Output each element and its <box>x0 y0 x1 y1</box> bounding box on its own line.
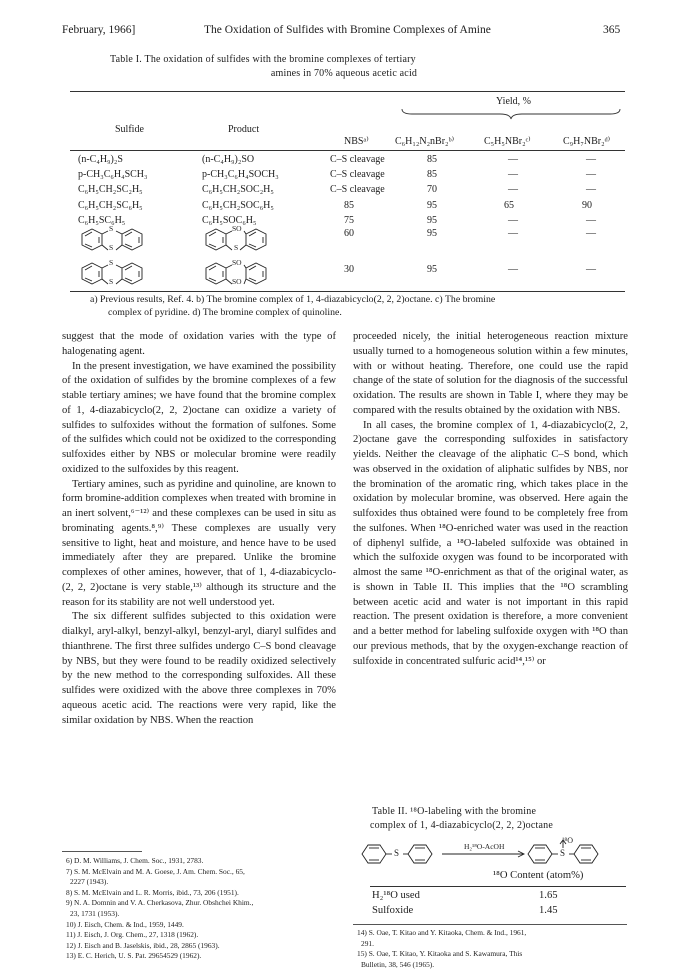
thianthrene-s-bottom: S <box>109 277 114 286</box>
table-cell-nbs: C–S cleavage <box>330 169 385 181</box>
footnote: 15) S. Oae, T. Kitao, Y. Kitaoka and S. Kawamura, This <box>357 949 523 959</box>
footnote: 8) S. M. McElvain and L. R. Morris, ibid., 73, 206 (1951). <box>66 887 239 897</box>
table-cell-sulfide: (n-C₄H₉)₂S <box>78 154 123 165</box>
table-1-caption-cont: amines in 70% aqueous acetic acid <box>270 68 418 79</box>
table-2-caption-cont: complex of 1, 4-diazabicyclo(2, 2, 2)octane <box>370 820 553 831</box>
table-cell-nbs: C–S cleavage <box>330 184 385 196</box>
scheme-sulfur-left: S <box>394 848 400 858</box>
right-column-text <box>353 330 628 669</box>
paragraph: The six different sulfides subjected to this oxidation were dialkyl, aryl-alkyl, benzyl-alkyl, benzyl-aryl, diaryl sulfides and thianthrene. The first three sulfides undergo C–S bond cleavage by NBS, but they were found to be readily oxidized selectively by the new method to the corresponding sulfoxides. All these sulfides were oxidized with the above three complexes in 70% aqueous acetic acid. The reactions were very rapid, like the similar oxidation by NBS. When the reaction <box>62 611 336 726</box>
table-cell-pyridine: — <box>508 184 518 196</box>
table-2-col-header: ¹⁸O Content (atom%) <box>493 870 584 881</box>
scheme-reagent: H₂¹⁸O-AcOH <box>464 842 505 851</box>
table-cell-dabco: 85 <box>427 169 437 181</box>
footnote: 291. <box>361 938 374 948</box>
table-2-rule <box>370 886 626 887</box>
table-cell-product: C₆H₅SOC₆H₅ <box>202 214 257 226</box>
table-cell-quinoline: 90 <box>582 199 592 211</box>
table-1-header-rule <box>70 150 625 151</box>
table-cell-value: 1.45 <box>539 905 558 916</box>
thianthrene-dioxide-so-top: SO <box>232 258 242 267</box>
paragraph: Tertiary amines, such as pyridine and quinoline, are known to form bromine-addition complexes when treated with bromine in an inert solvent,⁶⁻¹²⁾ and these complexes can be used in situ as brominating agents.⁸,⁹⁾ These complexes are usually very sensitive to light, heat and moisture, and hence have to be used immediately after they are prepared. Unlike the bromine complexes of other amines, however, that of 1, 4-diazabicyclo-(2, 2, 2)octane is very stable,¹³⁾ although its structure and the reason for its stability are not well understood yet. <box>62 478 336 608</box>
table-cell-pyridine: — <box>508 214 518 226</box>
table-cell-pyridine: — <box>508 169 518 181</box>
thianthrene-dioxide-so-bottom: SO <box>232 277 242 286</box>
table-row <box>372 903 628 918</box>
table-cell-sulfide: C₆H₅SC₆H₅ <box>78 214 126 226</box>
table-cell-value: 1.65 <box>539 890 558 901</box>
left-column-text <box>62 330 336 728</box>
table-row <box>0 152 688 167</box>
table-cell-sulfide: C₆H₅CH₂SC₂H₅ <box>78 184 143 196</box>
table-cell-dabco: 85 <box>427 154 437 165</box>
table-cell-dabco: 95 <box>427 264 437 275</box>
footnote: 9) N. A. Domnin and V. A. Cherkasova, Zhur. Obshchei Khim., <box>66 898 254 908</box>
table-1-bottom-rule <box>70 291 625 292</box>
thianthrene-s-top: S <box>109 224 114 233</box>
yield-header: Yield, % <box>496 96 531 107</box>
table-cell-label: H₂¹⁸O used <box>372 890 420 901</box>
thianthrene-s-top: S <box>109 258 114 267</box>
table-cell-quinoline: — <box>586 264 596 275</box>
header-date: February, 1966] <box>62 24 136 36</box>
footnote: 7) S. M. McElvain and M. A. Goese, J. Am. Chem. Soc., 65, <box>66 866 245 876</box>
table-cell-dabco: 95 <box>427 199 437 211</box>
footnote: 12) J. Eisch and B. Jaselskis, ibid., 28, 2865 (1963). <box>66 940 220 950</box>
table-cell-quinoline: — <box>586 184 596 196</box>
table-cell-sulfide: p-CH₃C₆H₄SCH₃ <box>78 169 148 181</box>
footnote: 14) S. Oae, T. Kitao and Y. Kitaoka, Chem. & Ind., 1961, <box>357 928 527 937</box>
table-cell-nbs: C–S cleavage <box>330 154 385 165</box>
table-cell-pyridine: — <box>508 264 518 275</box>
footnote: 10) J. Eisch, Chem. & Ind., 1959, 1449. <box>66 919 184 929</box>
table-cell-nbs: 60 <box>344 228 354 239</box>
table-cell-label: Sulfoxide <box>372 905 414 916</box>
table-1-footnote-cont: complex of pyridine. d) The bromine complex of quinoline. <box>108 307 342 318</box>
paragraph: In the present investigation, we have examined the possibility of the oxidation of sulfides by the bromine complexes of a few stable tertiary amines; we have found that the bromine complex of 1, 4-diazabicyclo(2, 2, 2)octane can oxidize a variety of sulfides to sulfoxides without the formation of sulfones. Some of the sulfides which could not be oxidized to the corresponding sulfoxides either by NBS or molecular bromine were readily oxidized to the sulfoxides by this reagent. <box>62 360 336 475</box>
table-cell-dabco: 70 <box>427 184 437 196</box>
footnote: 2227 (1943). <box>70 877 109 887</box>
table-cell-nbs: 85 <box>344 199 354 211</box>
footnote-rule-left <box>62 851 142 852</box>
yield-brace <box>400 107 622 121</box>
table-cell-quinoline: — <box>586 154 596 165</box>
table-cell-pyridine: — <box>508 154 518 165</box>
table-row <box>0 182 688 197</box>
thianthrene-oxide-s: S <box>234 243 239 252</box>
header-title: The Oxidation of Sulfides with Bromine Complexes of Amine <box>204 24 491 36</box>
footnote-rule-right <box>353 924 627 925</box>
table-cell-nbs: 30 <box>344 264 354 275</box>
page-number: 365 <box>603 24 621 36</box>
table-1-footnote: a) Previous results, Ref. 4. b) The bromine complex of 1, 4-diazabicyclo(2, 2, 2)octane. c) The bromine <box>90 294 496 305</box>
paragraph: In all cases, the bromine complex of 1, 4-diazabicyclo(2, 2, 2)octane gave the corresponding sulfoxides in satisfactory yields. Neither the cleavage of the aliphatic C–S bond, which was observed in the oxidation of aliphatic sulfides by NBS, nor the bromination of the aromatic ring, which takes place in the oxidation by molecular bromine, was observed. Here again the sulfoxides thus obtained were found to be completely free from the sulfones. When ¹⁸O-enriched water was used in the reaction of diphenyl sulfide, a ¹⁸O-labeled sulfoxide was obtained in which the sulfoxide oxygen was found to be incorporated with almost the same ¹⁸O-enrichment as that of the original water, as is shown in Table II. This implies that the ¹⁸O scrambling between acetic acid and water is not important in this rapid reaction. The present oxidation is therefore, a more convenient and a better method for labeling sulfoxide oxygen with ¹⁸O than our previous methods, that by the oxygen-exchange reaction of sulfoxide in concentrated sulfuric acid¹⁴,¹⁵⁾ or <box>353 419 628 667</box>
thianthrene-oxide-so: SO <box>232 224 242 233</box>
table-cell-product: C₆H₅CH₂SOC₂H₅ <box>202 184 274 196</box>
table-2-body <box>372 888 628 918</box>
table-row <box>0 198 688 213</box>
col-header-pyridine: C₅H₅NBr₂ᶜ⁾ <box>484 136 531 147</box>
footnote: 6) D. M. Williams, J. Chem. Soc., 1931, 2783. <box>66 856 204 865</box>
col-header-quinoline: C₉H₇NBr₂ᵈ⁾ <box>563 136 611 147</box>
col-header-product: Product <box>228 124 260 135</box>
table-cell-product: p-CH₃C₆H₄SOCH₃ <box>202 169 279 181</box>
table-1-top-rule <box>70 91 625 92</box>
table-cell-pyridine: — <box>508 228 518 239</box>
scheme-18o-label: ¹⁸O <box>562 836 573 845</box>
footnotes-right <box>357 928 526 970</box>
table-cell-quinoline: — <box>586 228 596 239</box>
footnote: 13) E. C. Herich, U. S. Pat. 29654529 (1962). <box>66 951 202 961</box>
table-cell-quinoline: — <box>586 214 596 226</box>
table-cell-dabco: 95 <box>427 214 437 226</box>
table-cell-product: (n-C₄H₉)₂SO <box>202 154 255 165</box>
table-cell-dabco: 95 <box>427 228 437 239</box>
table-1-body <box>0 152 688 230</box>
col-header-nbs: NBSᵃ⁾ <box>344 136 369 147</box>
table-cell-quinoline: — <box>586 169 596 181</box>
footnote: 11) J. Eisch, J. Org. Chem., 27, 1318 (1962). <box>66 930 199 940</box>
col-header-sulfide: Sulfide <box>115 124 144 135</box>
table-cell-pyridine: 65 <box>504 199 514 211</box>
footnote: Bulletin, 38, 546 (1965). <box>361 959 435 969</box>
table-cell-product: C₆H₅CH₂SOC₆H₅ <box>202 199 274 211</box>
thianthrene-s-bottom: S <box>109 243 114 252</box>
table-row <box>372 888 628 903</box>
table-cell-nbs: 75 <box>344 214 354 226</box>
col-header-dabco: C₆H₁₂N₂nBr₂ᵇ⁾ <box>395 136 455 147</box>
table-cell-sulfide: C₆H₅CH₂SC₆H₅ <box>78 199 143 211</box>
footnotes-left <box>66 856 253 962</box>
table-row <box>0 226 688 242</box>
paragraph: proceeded nicely, the initial heterogeneous reaction mixture usually turned to a homogeneous solution within a few minutes, with or without heating. Therefore, one could use the rapid change of the state of solution for the diagnosis of the successful oxidation. The results are shown in Table I, where they may be compared with the results obtained by the oxidation with NBS. <box>353 331 628 416</box>
table-1-caption: Table I. The oxidation of sulfides with the bromine complexes of tertiary <box>110 54 416 65</box>
table-row <box>0 262 688 278</box>
paragraph: suggest that the mode of oxidation varies with the type of halogenating agent. <box>62 331 336 357</box>
table-2-caption: Table II. ¹⁸O-labeling with the bromine <box>372 806 537 817</box>
table-row <box>0 167 688 182</box>
footnote: 23, 1731 (1953). <box>70 908 120 918</box>
scheme-sulfur-right: S <box>560 848 566 858</box>
